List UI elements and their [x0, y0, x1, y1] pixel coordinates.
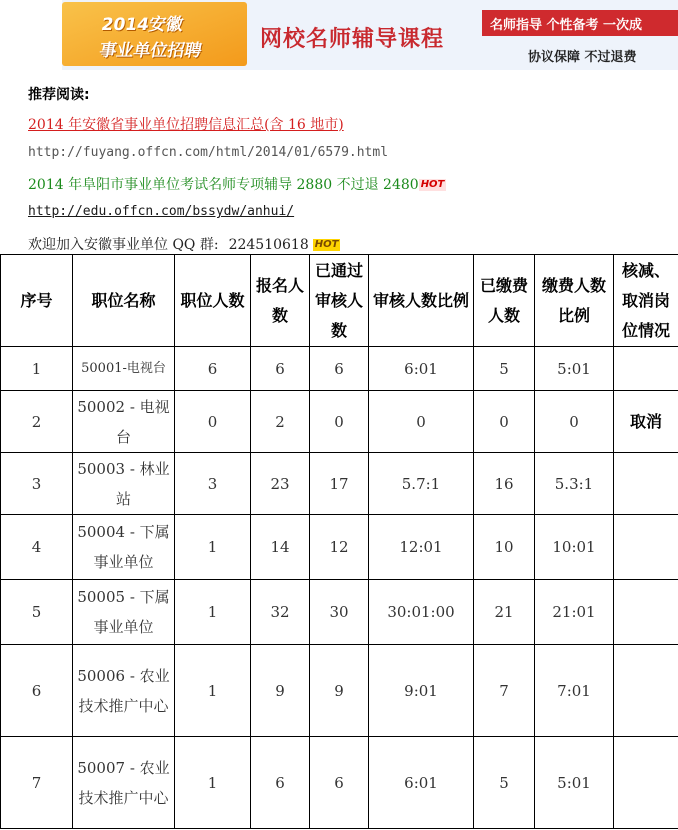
recruitment-summary-link[interactable]: 2014 年安徽省事业单位招聘信息汇总(含 16 地市) [28, 117, 344, 133]
cell-approve-ratio: 12:01 [369, 515, 474, 580]
cell-approve-ratio: 9:01 [369, 645, 474, 737]
cell-status [614, 347, 678, 391]
cell-approved: 17 [310, 453, 369, 515]
header-position-name: 职位名称 [73, 255, 175, 347]
hot-badge-icon: HOT [420, 179, 445, 190]
banner-guarantee: 协议保障 不过退费 [528, 50, 637, 65]
course-banner[interactable] [62, 0, 678, 70]
table-row [1, 515, 678, 580]
cell-no: 1 [1, 347, 73, 391]
table-row [1, 347, 678, 391]
cell-approve-ratio: 5.7:1 [369, 453, 474, 515]
cell-approve-ratio: 30:01:00 [369, 580, 474, 645]
table-row [1, 737, 678, 829]
cell-paid: 5 [474, 347, 535, 391]
table-row [1, 453, 678, 515]
cell-position-name: 50001-电视台 [73, 347, 175, 391]
banner-logo-subtitle: 事业单位招聘 [97, 41, 204, 61]
cell-approve-ratio: 6:01 [369, 737, 474, 829]
cell-paid: 16 [474, 453, 535, 515]
cell-paid-ratio: 5.3:1 [535, 453, 614, 515]
banner-tag-box [482, 10, 678, 36]
header-status: 核减、取消岗位情况 [614, 255, 678, 347]
cell-position-count: 1 [175, 645, 251, 737]
cell-status [614, 645, 678, 737]
anhui-url-link[interactable]: http://edu.offcn.com/bssydw/anhui/ [28, 204, 295, 219]
banner-title: 网校名师辅导课程 [260, 27, 445, 52]
banner-logo [62, 2, 247, 66]
qq-group-label: 欢迎加入安徽事业单位 QQ 群: [28, 237, 219, 253]
cell-no: 5 [1, 580, 73, 645]
cell-status: 取消 [614, 391, 678, 453]
cell-paid-ratio: 0 [535, 391, 614, 453]
cell-paid-ratio: 5:01 [535, 347, 614, 391]
cell-approved: 30 [310, 580, 369, 645]
header-paid-ratio: 缴费人数比例 [535, 255, 614, 347]
cell-applicants: 9 [251, 645, 310, 737]
cell-approve-ratio: 6:01 [369, 347, 474, 391]
cell-position-name: 50002 - 电视台 [73, 391, 175, 453]
cell-applicants: 23 [251, 453, 310, 515]
banner-tags: 名师指导 个性备考 一次成 [490, 18, 643, 33]
qq-group-line [28, 234, 340, 254]
cell-applicants: 6 [251, 347, 310, 391]
header-applicants: 报名人数 [251, 255, 310, 347]
qq-group-number: 224510618 [228, 237, 309, 253]
cell-position-count: 1 [175, 737, 251, 829]
cell-approve-ratio: 0 [369, 391, 474, 453]
cell-applicants: 6 [251, 737, 310, 829]
header-no: 序号 [1, 255, 73, 347]
cell-paid: 0 [474, 391, 535, 453]
cell-no: 2 [1, 391, 73, 453]
hot-badge-icon: HOT [314, 239, 339, 250]
cell-no: 7 [1, 737, 73, 829]
table-row [1, 391, 678, 453]
cell-position-name: 50004 - 下属事业单位 [73, 515, 175, 580]
table-header-row [1, 255, 678, 347]
cell-applicants: 2 [251, 391, 310, 453]
cell-paid: 7 [474, 645, 535, 737]
cell-no: 4 [1, 515, 73, 580]
cell-status [614, 580, 678, 645]
header-approve-ratio: 审核人数比例 [369, 255, 474, 347]
cell-paid-ratio: 5:01 [535, 737, 614, 829]
cell-applicants: 32 [251, 580, 310, 645]
cell-position-name: 50007 - 农业技术推广中心 [73, 737, 175, 829]
header-paid: 已缴费人数 [474, 255, 535, 347]
cell-position-count: 1 [175, 515, 251, 580]
cell-approved: 9 [310, 645, 369, 737]
cell-position-name: 50006 - 农业技术推广中心 [73, 645, 175, 737]
cell-paid: 21 [474, 580, 535, 645]
header-position-count: 职位人数 [175, 255, 251, 347]
banner-logo-year: 2014安徽 [99, 15, 185, 35]
table-row [1, 645, 678, 737]
cell-position-count: 0 [175, 391, 251, 453]
table-row [1, 580, 678, 645]
cell-position-name: 50003 - 林业站 [73, 453, 175, 515]
cell-status [614, 737, 678, 829]
cell-no: 6 [1, 645, 73, 737]
cell-approved: 6 [310, 737, 369, 829]
position-table [0, 254, 678, 829]
cell-applicants: 14 [251, 515, 310, 580]
cell-paid-ratio: 10:01 [535, 515, 614, 580]
cell-position-count: 6 [175, 347, 251, 391]
cell-position-name: 50005 - 下属事业单位 [73, 580, 175, 645]
cell-approved: 12 [310, 515, 369, 580]
cell-paid-ratio: 7:01 [535, 645, 614, 737]
cell-paid: 5 [474, 737, 535, 829]
cell-approved: 0 [310, 391, 369, 453]
exam-tutoring-link-text[interactable]: 2014 年阜阳市事业单位考试名师专项辅导 2880 不过退 2480 [28, 177, 419, 193]
cell-no: 3 [1, 453, 73, 515]
header-approved: 已通过审核人数 [310, 255, 369, 347]
cell-position-count: 1 [175, 580, 251, 645]
exam-tutoring-link[interactable] [28, 174, 446, 194]
fuyang-url-link[interactable]: http://fuyang.offcn.com/html/2014/01/6579.html [28, 145, 389, 160]
cell-status [614, 453, 678, 515]
cell-paid: 10 [474, 515, 535, 580]
recommended-reading-heading: 推荐阅读: [28, 87, 90, 103]
cell-approved: 6 [310, 347, 369, 391]
cell-status [614, 515, 678, 580]
cell-paid-ratio: 21:01 [535, 580, 614, 645]
cell-position-count: 3 [175, 453, 251, 515]
